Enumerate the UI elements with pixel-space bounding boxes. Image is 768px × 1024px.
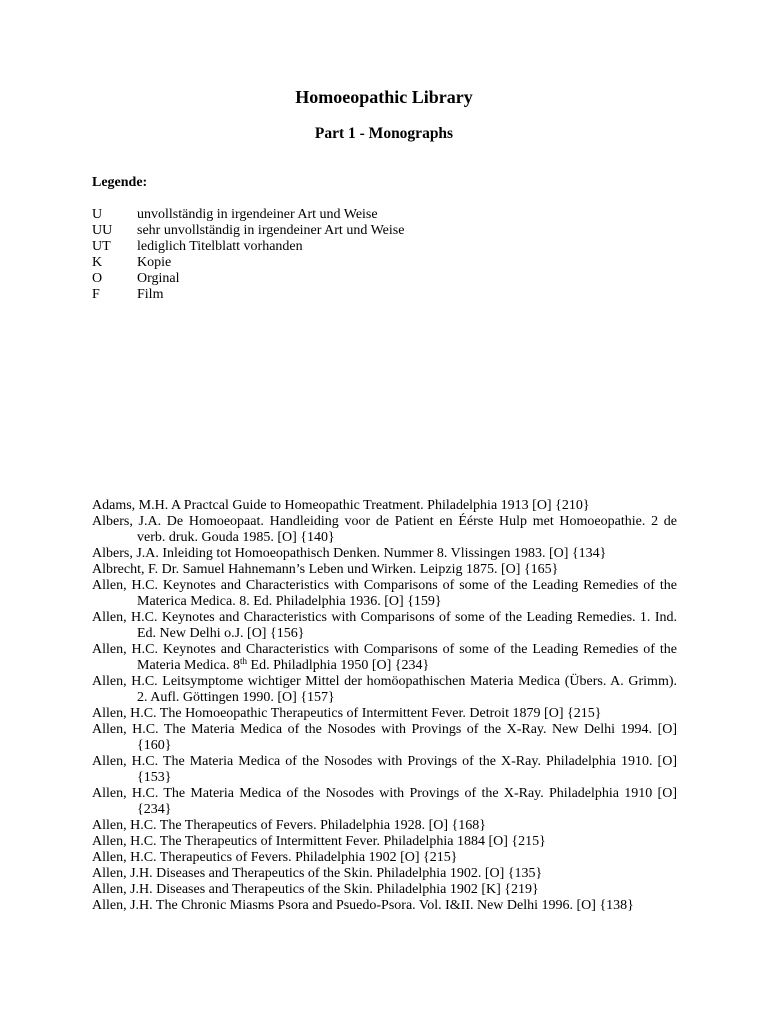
- bibliography-entry: [92, 498, 677, 514]
- bibliography-entry: [92, 546, 677, 562]
- legend-item: [92, 207, 404, 223]
- entry-text: Allen, H.C. Leitsymptome wichtiger Mittel der homöopathischen Materia Medica (Übers. A. Grimm). 2. Aufl. Göttingen 1990. [O] {157}: [92, 674, 677, 705]
- bibliography-entry: [92, 866, 677, 882]
- legend-heading: Legende:: [92, 175, 148, 190]
- bibliography-entry: [92, 898, 677, 914]
- entry-text: Allen, J.H. The Chronic Miasms Psora and Psuedo-Psora. Vol. I&II. New Delhi 1996. [O] {138}: [92, 898, 634, 913]
- entry-text: Allen, H.C. The Materia Medica of the Nosodes with Provings of the X-Ray. New Delhi 1994. [O] {160}: [92, 722, 677, 753]
- legend-item: [92, 255, 404, 271]
- entry-text: Allen, J.H. Diseases and Therapeutics of the Skin. Philadelphia 1902 [K] {219}: [92, 882, 539, 897]
- entry-text: Allen, H.C. Keynotes and Characteristics with Comparisons of some of the Leading Remedies of the Materica Medica. 8. Ed. Philadelphia 1936. [O] {159}: [92, 578, 677, 609]
- bibliography-entry: [92, 834, 677, 850]
- legend-code: U: [92, 207, 103, 222]
- legend-text: lediglich Titelblatt vorhanden: [137, 239, 303, 254]
- legend-item: [92, 287, 404, 303]
- bibliography-entry: [92, 818, 677, 834]
- entry-text: Allen, H.C. The Therapeutics of Fevers. Philadelphia 1928. [O] {168}: [92, 818, 486, 833]
- legend-text: sehr unvollständig in irgendeiner Art und Weise: [137, 223, 405, 238]
- entry-text: Allen, H.C. The Materia Medica of the Nosodes with Provings of the X-Ray. Philadelphia 1910. [O] {153}: [92, 754, 677, 785]
- bibliography-entry: [92, 882, 677, 898]
- legend-text: Film: [137, 287, 164, 302]
- entry-text: Albers, J.A. De Homoeopaat. Handleiding voor de Patient en Éérste Hulp met Homoeopathie. 2 de verb. druk. Gouda 1985. [O] {140}: [92, 514, 677, 545]
- bibliography-entry: [92, 706, 677, 722]
- entry-text: Albers, J.A. Inleiding tot Homoeopathisch Denken. Nummer 8. Vlissingen 1983. [O] {134}: [92, 546, 607, 561]
- bibliography-entry: [92, 514, 677, 546]
- legend-text: Kopie: [137, 255, 172, 270]
- entry-text: Adams, M.H. A Practcal Guide to Homeopathic Treatment. Philadelphia 1913 [O] {210}: [92, 498, 590, 513]
- bibliography-entry: [92, 754, 677, 786]
- bibliography-entry: [92, 642, 677, 674]
- legend-item: [92, 239, 404, 255]
- page-subtitle: Part 1 - Monographs: [314, 125, 454, 142]
- legend-item: [92, 271, 404, 287]
- legend-code: K: [92, 255, 103, 270]
- entry-text: Allen, H.C. Keynotes and Characteristics with Comparisons of some of the Leading Remedies of the Materia Medica. 8: [92, 642, 677, 673]
- legend-code: UT: [92, 239, 111, 254]
- entry-text: Allen, H.C. Therapeutics of Fevers. Philadelphia 1902 [O] {215}: [92, 850, 458, 865]
- bibliography-entry: [92, 674, 677, 706]
- legend-text: unvollständig in irgendeiner Art und Weise: [137, 207, 378, 222]
- legend-item: [92, 223, 404, 239]
- bibliography-entry: [92, 562, 677, 578]
- legend-text: Orginal: [137, 271, 180, 286]
- entry-text: Allen, J.H. Diseases and Therapeutics of the Skin. Philadelphia 1902. [O] {135}: [92, 866, 543, 881]
- entry-text-continued: Ed. Philadlphia 1950 [O] {234}: [247, 658, 430, 673]
- entry-superscript: th: [240, 656, 248, 666]
- entry-text: Allen, H.C. The Homoeopathic Therapeutics of Intermittent Fever. Detroit 1879 [O] {215}: [92, 706, 602, 721]
- bibliography-entry: [92, 722, 677, 754]
- legend-code: O: [92, 271, 103, 286]
- entry-text: Allen, H.C. The Materia Medica of the Nosodes with Provings of the X-Ray. Philadelphia 1910 [O] {234}: [92, 786, 677, 817]
- page-title: Homoeopathic Library: [295, 87, 473, 107]
- entry-text: Allen, H.C. Keynotes and Characteristics with Comparisons of some of the Leading Remedies. 1. Ind. Ed. New Delhi o.J. [O] {156}: [92, 610, 677, 641]
- bibliography-entry: [92, 850, 677, 866]
- bibliography-entry: [92, 578, 677, 610]
- bibliography-list: [92, 498, 677, 914]
- legend-list: [92, 207, 404, 303]
- entry-text: Allen, H.C. The Therapeutics of Intermittent Fever. Philadelphia 1884 [O] {215}: [92, 834, 546, 849]
- bibliography-entry: [92, 786, 677, 818]
- legend-code: F: [92, 287, 100, 302]
- legend-code: UU: [92, 223, 113, 238]
- entry-text: Albrecht, F. Dr. Samuel Hahnemann’s Leben und Wirken. Leipzig 1875. [O] {165}: [92, 562, 559, 577]
- bibliography-entry: [92, 610, 677, 642]
